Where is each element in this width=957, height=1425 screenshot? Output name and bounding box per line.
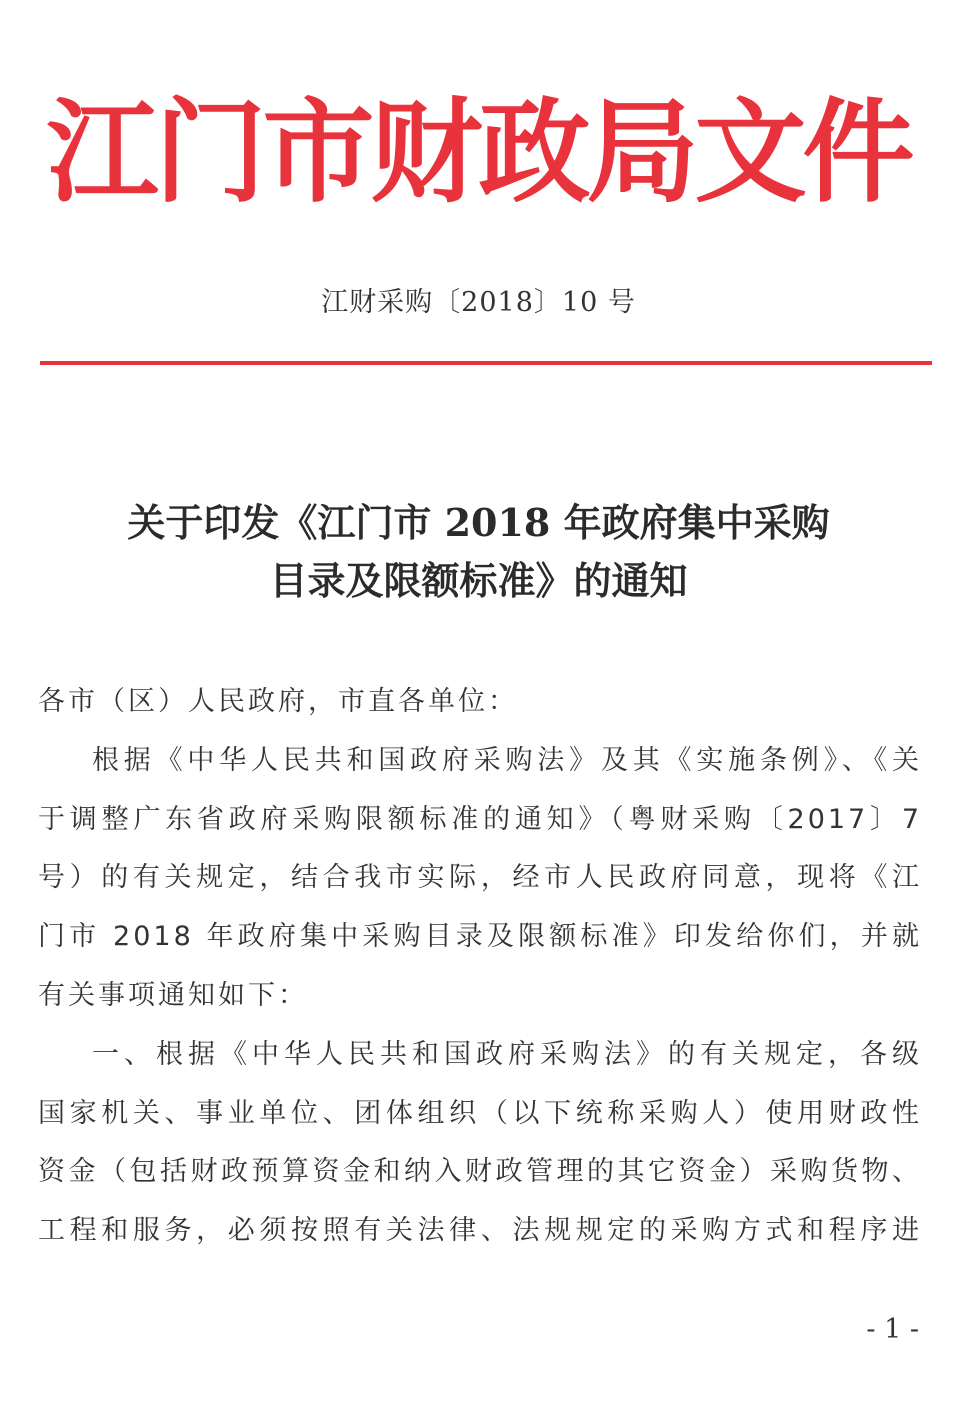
document-number: 江财采购〔2018〕10 号	[321, 287, 636, 318]
paragraph-1-line: 号）的有关规定，结合我市实际，经市人民政府同意，现将《江	[38, 862, 922, 894]
notice-title-line-1: 关于印发《江门市 2018 年政府集中采购	[127, 500, 830, 545]
notice-title	[0, 494, 957, 610]
paragraph-1-line: 有关事项通知如下：	[38, 979, 308, 1011]
paragraph-2-line: 一、根据《中华人民共和国政府采购法》的有关规定，各级	[92, 1038, 922, 1070]
paragraph-1-line: 门市 2018 年政府集中采购目录及限额标准》印发给你们，并就	[38, 921, 922, 953]
paragraph-1-line: 根据《中华人民共和国政府采购法》及其《实施条例》、《关	[92, 744, 922, 776]
paragraph-2-line: 资金（包括财政预算资金和纳入财政管理的其它资金）采购货物、	[38, 1156, 922, 1188]
paragraph-1-line: 于调整广东省政府采购限额标准的通知》（粤财采购〔2017〕7	[38, 803, 922, 835]
paragraph-2-line: 工程和服务，必须按照有关法律、法规规定的采购方式和程序进	[38, 1215, 922, 1247]
paragraph-2-line: 国家机关、事业单位、团体组织（以下统称采购人）使用财政性	[38, 1097, 922, 1129]
page-number: - 1 -	[866, 1314, 919, 1345]
notice-body	[38, 673, 922, 1261]
notice-title-line-2: 目录及限额标准》的通知	[269, 558, 688, 603]
red-divider-line	[40, 361, 932, 365]
document-masthead: 江门市财政局文件	[46, 87, 911, 218]
salutation: 各市（区）人民政府，市直各单位：	[38, 686, 518, 717]
